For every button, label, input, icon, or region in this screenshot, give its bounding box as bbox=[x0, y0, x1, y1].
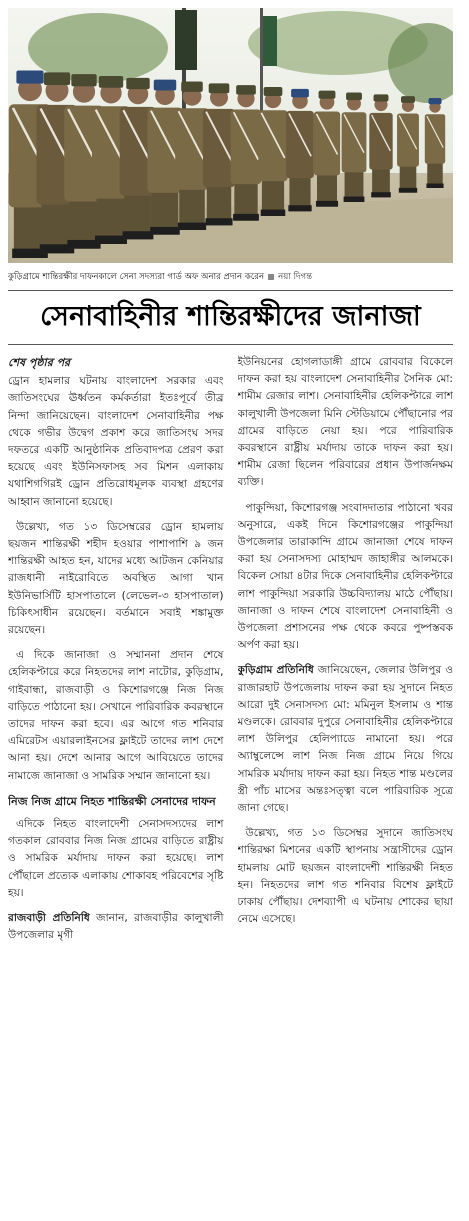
paragraph: উল্লেখ্য, গত ১৩ ডিসেম্বর সুদানে জাতিসংঘ শান্তিরক্ষা মিশনের একটি স্থাপনায় সন্ত্রাসীদের ড্রোন হামলায় মোট ছয়জন বাংলাদেশী শান্তিরক্ষী নিহত হন। নিহতদের লাশ গত শনিবার বিশেষ ফ্লাইটে ঢাকায় পৌঁছায়। দেশব্যাপী এ ঘটনায় শোকের ছায়া নেমে এসেছে। bbox=[237, 827, 453, 926]
paragraph: এ দিকে জানাজা ও সম্মাননা প্রদান শেষে হেলিকপ্টারে করে নিহতদের লাশ নাটোর, কুড়িগ্রাম, গাইবান্ধা, রাজবাড়ী ও কিশোরগঞ্জে নিজ নিজ বাড়িতে পাঠানো হয়। সেখানে পারিবারিক কবরস্থানে তাদের দাফন করা হবে। এর আগে গত শনিবার এমিরেটস এয়ারলাইনসের ফ্লাইটে তাদের লাশ দেশে আনা হয়। দেশে আনার আগে আবিয়েতে তাদের নামাজে জানাজা ও সামরিক সম্মান জানানো হয়। bbox=[8, 649, 224, 782]
photo-caption bbox=[8, 268, 453, 286]
photo-soldiers-guard-of-honour bbox=[8, 8, 453, 263]
dateline: রাজবাড়ী প্রতিনিধি bbox=[8, 912, 90, 925]
kicker: শেষ পৃষ্ঠার পর bbox=[8, 356, 71, 369]
subheading: নিজ নিজ গ্রামে নিহত শান্তিরক্ষী সেনাদের দাফন bbox=[8, 794, 216, 808]
caption-credit: নয়া দিগন্ত bbox=[278, 272, 313, 282]
paragraph: উল্লেখ্য, গত ১৩ ডিসেম্বরের ড্রোন হামলায় ছয়জন শান্তিরক্ষী শহীদ হওয়ার পাশাপাশি ৯ জন শান্তিরক্ষী আহত হন, যাদের মধ্যে আটজন কেনিয়ার রাজধানী নাইরোবিতে অবস্থিত আগা খান ইউনিভার্সিটি হাসপাতালে (লেভেল-৩ হাসপাতাল) চিকিৎসাধীন রয়েছেন। বর্তমানে সবাই শঙ্কামুক্ত রয়েছেন। bbox=[8, 520, 224, 637]
article-body bbox=[8, 354, 453, 1214]
headline: সেনাবাহিনীর শান্তিরক্ষীদের জানাজা bbox=[40, 300, 421, 332]
paragraph: ইউনিয়নের হোগলাডাঙ্গী গ্রামে রোববার বিকেলে দাফন করা হয় বাংলাদেশ সেনাবাহিনীর সৈনিক মো: শামীম রেজার লাশ। সেনাবাহিনীর হেলিকপ্টারে লাশ কালুখালী উপজেলা মিনি স্টেডিয়ামে পৌঁছানোর পর গ্রামের বাড়িতে নেয়া হয়। পরে পারিবারিক কবরস্থানে রাষ্ট্রীয় মর্যাদায় তাকে দাফন করা হয়। শামীম রেজা ছিলেন পরিবারের প্রধান উপার্জনক্ষম ব্যক্তি। bbox=[237, 356, 453, 489]
paragraph: এদিকে নিহত বাংলাদেশী সেনাসদস্যদের লাশ গতকাল রোববার নিজ নিজ গ্রামের বাড়িতে রাষ্ট্রীয় ও সামরিক মর্যাদায় দাফন করা হয়েছে। লাশ পৌঁছালে প্রত্যেক এলাকায় শোকাবহ পরিবেশের সৃষ্টি হয়। bbox=[8, 818, 224, 899]
paragraph-text: জানান, রাজবাড়ীর কালুখালী উপজেলার মৃগী bbox=[8, 912, 224, 942]
dateline: কুড়িগ্রাম প্রতিনিধি bbox=[237, 664, 314, 677]
paragraph bbox=[8, 910, 224, 944]
divider bbox=[8, 344, 453, 345]
column-right bbox=[238, 354, 454, 1214]
paragraph-text: জানিয়েছেন, জেলার উলিপুর ও রাজারহাট উপজেলায় দাফন করা হয় সুদানে নিহত আরো দুই সেনাসদস্য মো: মমিনুল ইসলাম ও শান্ত মণ্ডলকে। রোববার দুপুরে সেনাবাহিনীর হেলিকপ্টারে লাশ উলিপুর হেলিপ্যাডে নামানো হয়। পরে অ্যাম্বুলেন্সে লাশ নিজ নিজ গ্রামে নিয়ে গিয়ে সামরিক মর্যাদায় দাফন করা হয়। নিহত শান্ত মণ্ডলের স্ত্রী পাঁচ মাসের অন্তঃসত্ত্বা বলে পারিবারিক সূত্রে জানা গেছে। bbox=[237, 664, 453, 815]
paragraph bbox=[238, 662, 454, 817]
news-photo bbox=[8, 8, 453, 263]
square-icon bbox=[268, 274, 274, 280]
paragraph: ড্রোন হামলার ঘটনায় বাংলাদেশ সরকার এবং জাতিসংঘের ঊর্ধ্বতন কর্মকর্তারা ইতঃপূর্বে তীব্র নিন্দা জানিয়েছেন। বাংলাদেশ সেনাবাহিনীর পক্ষ থেকে গভীর উদ্বেগ প্রকাশ করে জাতিসংঘ সদর দফতরে একটি আনুষ্ঠানিক প্রতিবাদপত্র প্রেরণ করা হয়েছে এবং ইউনিসফাসহ সব মিশন এলাকায় যথাশিগগিরই ড্রোন প্রতিরোধমূলক ব্যবস্থা গ্রহণের আহ্বান জানানো হয়েছে। bbox=[8, 375, 224, 508]
paragraph: পাকুন্দিয়া, কিশোরগঞ্জ সংবাদদাতার পাঠানো খবর অনুসারে, একই দিনে কিশোরগঞ্জের পাকুন্দিয়া উপজেলার তারাকান্দি গ্রামে জানাজা শেষে দাফন করা হয় সেনাসদস্য মোহাম্মদ জাহাঙ্গীর আলমকে। বিকেল সোয়া ৪টার দিকে সেনাবাহিনীর হেলিকপ্টারে লাশ পাকুন্দিয়া সরকারি উচ্চবিদ্যালয় মাঠে পৌঁছায়। জানাজা ও দাফন শেষে বাংলাদেশ সেনাবাহিনী ও উপজেলা প্রশাসনের পক্ষ থেকে কবরে পুষ্পস্তবক অর্পণ করা হয়। bbox=[237, 501, 453, 652]
column-left bbox=[8, 354, 224, 1214]
divider bbox=[8, 290, 453, 291]
caption-text: কুড়িগ্রামে শান্তিরক্ষীর দাফনকালে সেনা সদস্যরা গার্ড অফ অনার প্রদান করেন bbox=[8, 272, 265, 282]
